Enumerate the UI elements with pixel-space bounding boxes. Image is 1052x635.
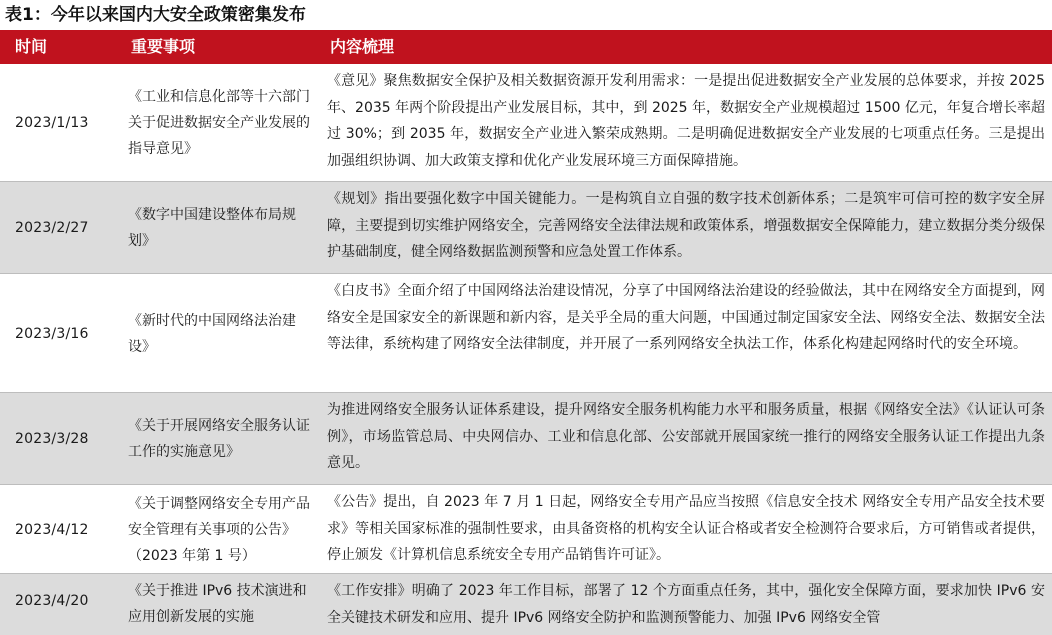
- row-item: [128, 64, 312, 182]
- row-date: 2023/3/16: [15, 325, 89, 342]
- row-item-text: 《关于推进 IPv6 技术演进和应用创新发展的实施: [128, 583, 307, 625]
- row-date: 2023/4/12: [15, 521, 89, 538]
- table-row: [0, 574, 1052, 635]
- header-content: 内容梳理: [330, 37, 395, 56]
- row-content: 《意见》聚焦数据安全保护及相关数据资源开发利用需求：一是提出促进数据安全产业发展的总体要求，并按 2025 年、2035 年两个阶段提出产业发展目标，其中，到 2025 年，数据安全产业规模超过 1500 亿元，年复合增长率超过 30%；到 2035 年，数据安全产业进入繁荣成熟期。二是明确促进数据安全产业发展的七项重点任务。三是提出加强组织协调、加大政策支撑和优化产业发展环境三方面保障措施。: [327, 73, 1045, 169]
- table-title: 表1：今年以来国内大安全政策密集发布: [5, 5, 306, 25]
- table-row: [0, 64, 1052, 182]
- table-row: [0, 182, 1052, 274]
- row-date: 2023/3/28: [15, 431, 89, 447]
- table-row: [0, 485, 1052, 574]
- row-content: 为推进网络安全服务认证体系建设，提升网络安全服务机构能力水平和服务质量，根据《网络安全法》《认证认可条例》，市场监管总局、中央网信办、工业和信息化部、公安部就开展国家统一推行的网络安全服务认证工作提出九条意见。: [327, 402, 1045, 471]
- row-item-text: 《新时代的中国网络法治建设》: [128, 312, 296, 355]
- row-item-text: 《关于开展网络安全服务认证工作的实施意见》: [128, 418, 310, 460]
- table-header-row: [0, 30, 1052, 64]
- row-date: 2023/4/20: [15, 593, 89, 609]
- row-item: [128, 182, 312, 274]
- header-date: 时间: [15, 37, 48, 56]
- row-item: [128, 485, 312, 574]
- row-content: 《规划》指出要强化数字中国关键能力。一是构筑自立自强的数字技术创新体系；二是筑牢可信可控的数字安全屏障，主要提到切实维护网络安全，完善网络安全法律法规和政策体系，增强数据安全保障能力，建立数据分类分级保护基础制度，健全网络数据监测预警和应急处置工作体系。: [327, 191, 1045, 260]
- row-item: [128, 274, 312, 393]
- header-item: 重要事项: [131, 37, 196, 56]
- row-item-text: 《关于调整网络安全专用产品安全管理有关事项的公告》（2023 年第 1 号）: [128, 495, 310, 564]
- row-content: 《公告》提出，自 2023 年 7 月 1 日起，网络安全专用产品应当按照《信息安全技术 网络安全专用产品安全技术要求》等相关国家标准的强制性要求，由具备资格的机构安全认证合格或者安全检测符合要求后，方可销售或者提供，停止颁发《计算机信息系统安全专用产品销售许可证》。: [327, 494, 1045, 563]
- row-item-text: 《工业和信息化部等十六部门关于促进数据安全产业发展的指导意见》: [128, 89, 310, 157]
- row-item: [128, 393, 312, 485]
- table-row: [0, 274, 1052, 393]
- row-date: 2023/2/27: [15, 220, 89, 236]
- row-item: [128, 574, 312, 635]
- row-item-text: 《数字中国建设整体布局规划》: [128, 207, 296, 249]
- row-content: 《工作安排》明确了 2023 年工作目标，部署了 12 个方面重点任务，其中，强化安全保障方面，要求加快 IPv6 安全关键技术研发和应用、提升 IPv6 网络安全防护和监测预警能力、加强 IPv6 网络安全管: [327, 583, 1045, 626]
- table-row: [0, 393, 1052, 485]
- row-date: 2023/1/13: [15, 115, 89, 131]
- row-content: 《白皮书》全面介绍了中国网络法治建设情况，分享了中国网络法治建设的经验做法，其中在网络安全方面提到，网络安全是国家安全的新课题和新内容，是关乎全局的重大问题，中国通过制定国家安全法、网络安全法、数据安全法等法律，系统构建了网络安全法律制度，并开展了一系列网络安全执法工作，体系化构建起网络时代的安全环境。: [327, 283, 1045, 352]
